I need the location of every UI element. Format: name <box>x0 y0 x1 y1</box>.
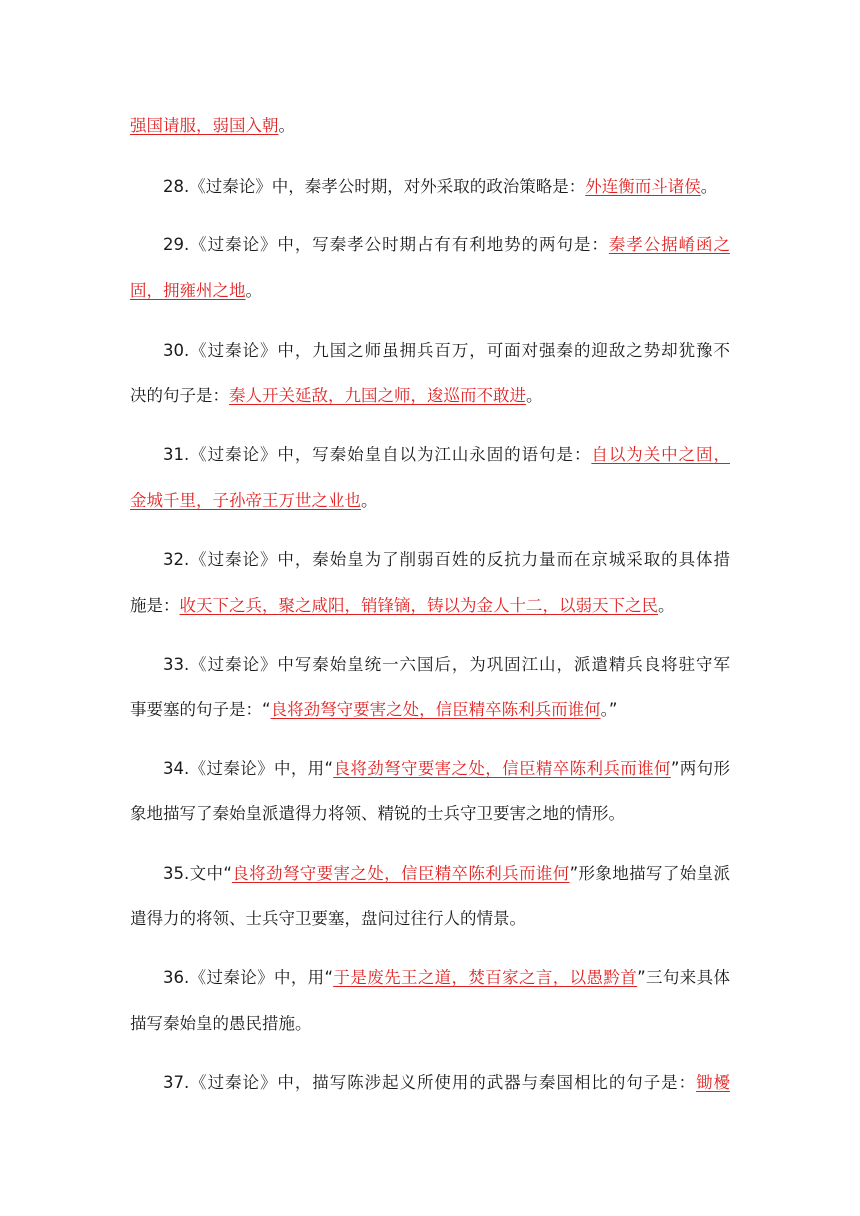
text-line: 遣得力的将领、士兵守卫要塞，盘问过往行人的情景。 <box>130 909 526 928</box>
answer-text: 良将劲弩守要害之处，信臣精卒陈利兵而谁何 <box>231 864 570 883</box>
text-line: 象地描写了秦始皇派遣得力将领、精锐的士兵守卫要害之地的情形。 <box>130 804 625 823</box>
text-line: 固，拥雍州之地。 <box>130 281 262 300</box>
answer-text: 秦人开关延敌，九国之师，逡巡而不敢进 <box>229 386 526 405</box>
text-line: 强国请服，弱国入朝。 <box>130 116 295 135</box>
answer-text: 固，拥雍州之地 <box>130 281 246 300</box>
answer-text: 收天下之兵，聚之咸阳，销锋镝，铸以为金人十二，以弱天下之民 <box>179 596 658 615</box>
answer-text: 强国请服，弱国入朝 <box>130 116 279 135</box>
answer-text: 良将劲弩守要害之处，信臣精卒陈利兵而谁何 <box>270 700 601 719</box>
question-28: 28.《过秦论》中，秦孝公时期，对外采取的政治策略是：外连衡而斗诸侯。 <box>163 177 718 196</box>
text-line: 决的句子是：秦人开关延敌，九国之师，逡巡而不敢进。 <box>130 386 543 405</box>
answer-text: 外连衡而斗诸侯 <box>585 177 701 196</box>
question-33: 33.《过秦论》中写秦始皇统一六国后，为巩固江山，派遣精兵良将驻守军 <box>163 655 730 674</box>
question-35: 35.文中“良将劲弩守要害之处，信臣精卒陈利兵而谁何”形象地描写了始皇派 <box>163 864 730 883</box>
question-37: 37.《过秦论》中，描写陈涉起义所使用的武器与秦国相比的句子是：锄櫌 <box>163 1073 730 1092</box>
text-line: 金城千里，子孙帝王万世之业也。 <box>130 491 378 510</box>
question-30: 30.《过秦论》中，九国之师虽拥兵百万，可面对强秦的迎敌之势却犹豫不 <box>163 341 730 360</box>
question-36: 36.《过秦论》中，用“于是废先王之道，焚百家之言，以愚黔首”三句来具体 <box>163 968 730 987</box>
answer-text: 良将劲弩守要害之处，信臣精卒陈利兵而谁何 <box>333 759 671 778</box>
question-29: 29.《过秦论》中，写秦孝公时期占有有利地势的两句是：秦孝公据崤函之 <box>163 235 731 254</box>
text-line: 施是：收天下之兵，聚之咸阳，销锋镝，铸以为金人十二，以弱天下之民。 <box>130 596 675 615</box>
question-31: 31.《过秦论》中，写秦始皇自以为江山永固的语句是：自以为关中之固， <box>163 445 730 464</box>
answer-text: 秦孝公据崤函之 <box>608 235 731 254</box>
question-32: 32.《过秦论》中，秦始皇为了削弱百姓的反抗力量而在京城采取的具体措 <box>163 550 730 569</box>
text-line: 事要塞的句子是：“良将劲弩守要害之处，信臣精卒陈利兵而谁何。” <box>130 700 618 719</box>
text-line: 描写秦始皇的愚民措施。 <box>130 1014 312 1033</box>
answer-text: 于是废先王之道，焚百家之言，以愚黔首 <box>333 968 638 987</box>
answer-text: 自以为关中之固， <box>591 445 730 464</box>
answer-text: 金城千里，子孙帝王万世之业也 <box>130 491 361 510</box>
question-34: 34.《过秦论》中，用“良将劲弩守要害之处，信臣精卒陈利兵而谁何”两句形 <box>163 759 730 778</box>
answer-text: 锄櫌 <box>696 1073 730 1092</box>
